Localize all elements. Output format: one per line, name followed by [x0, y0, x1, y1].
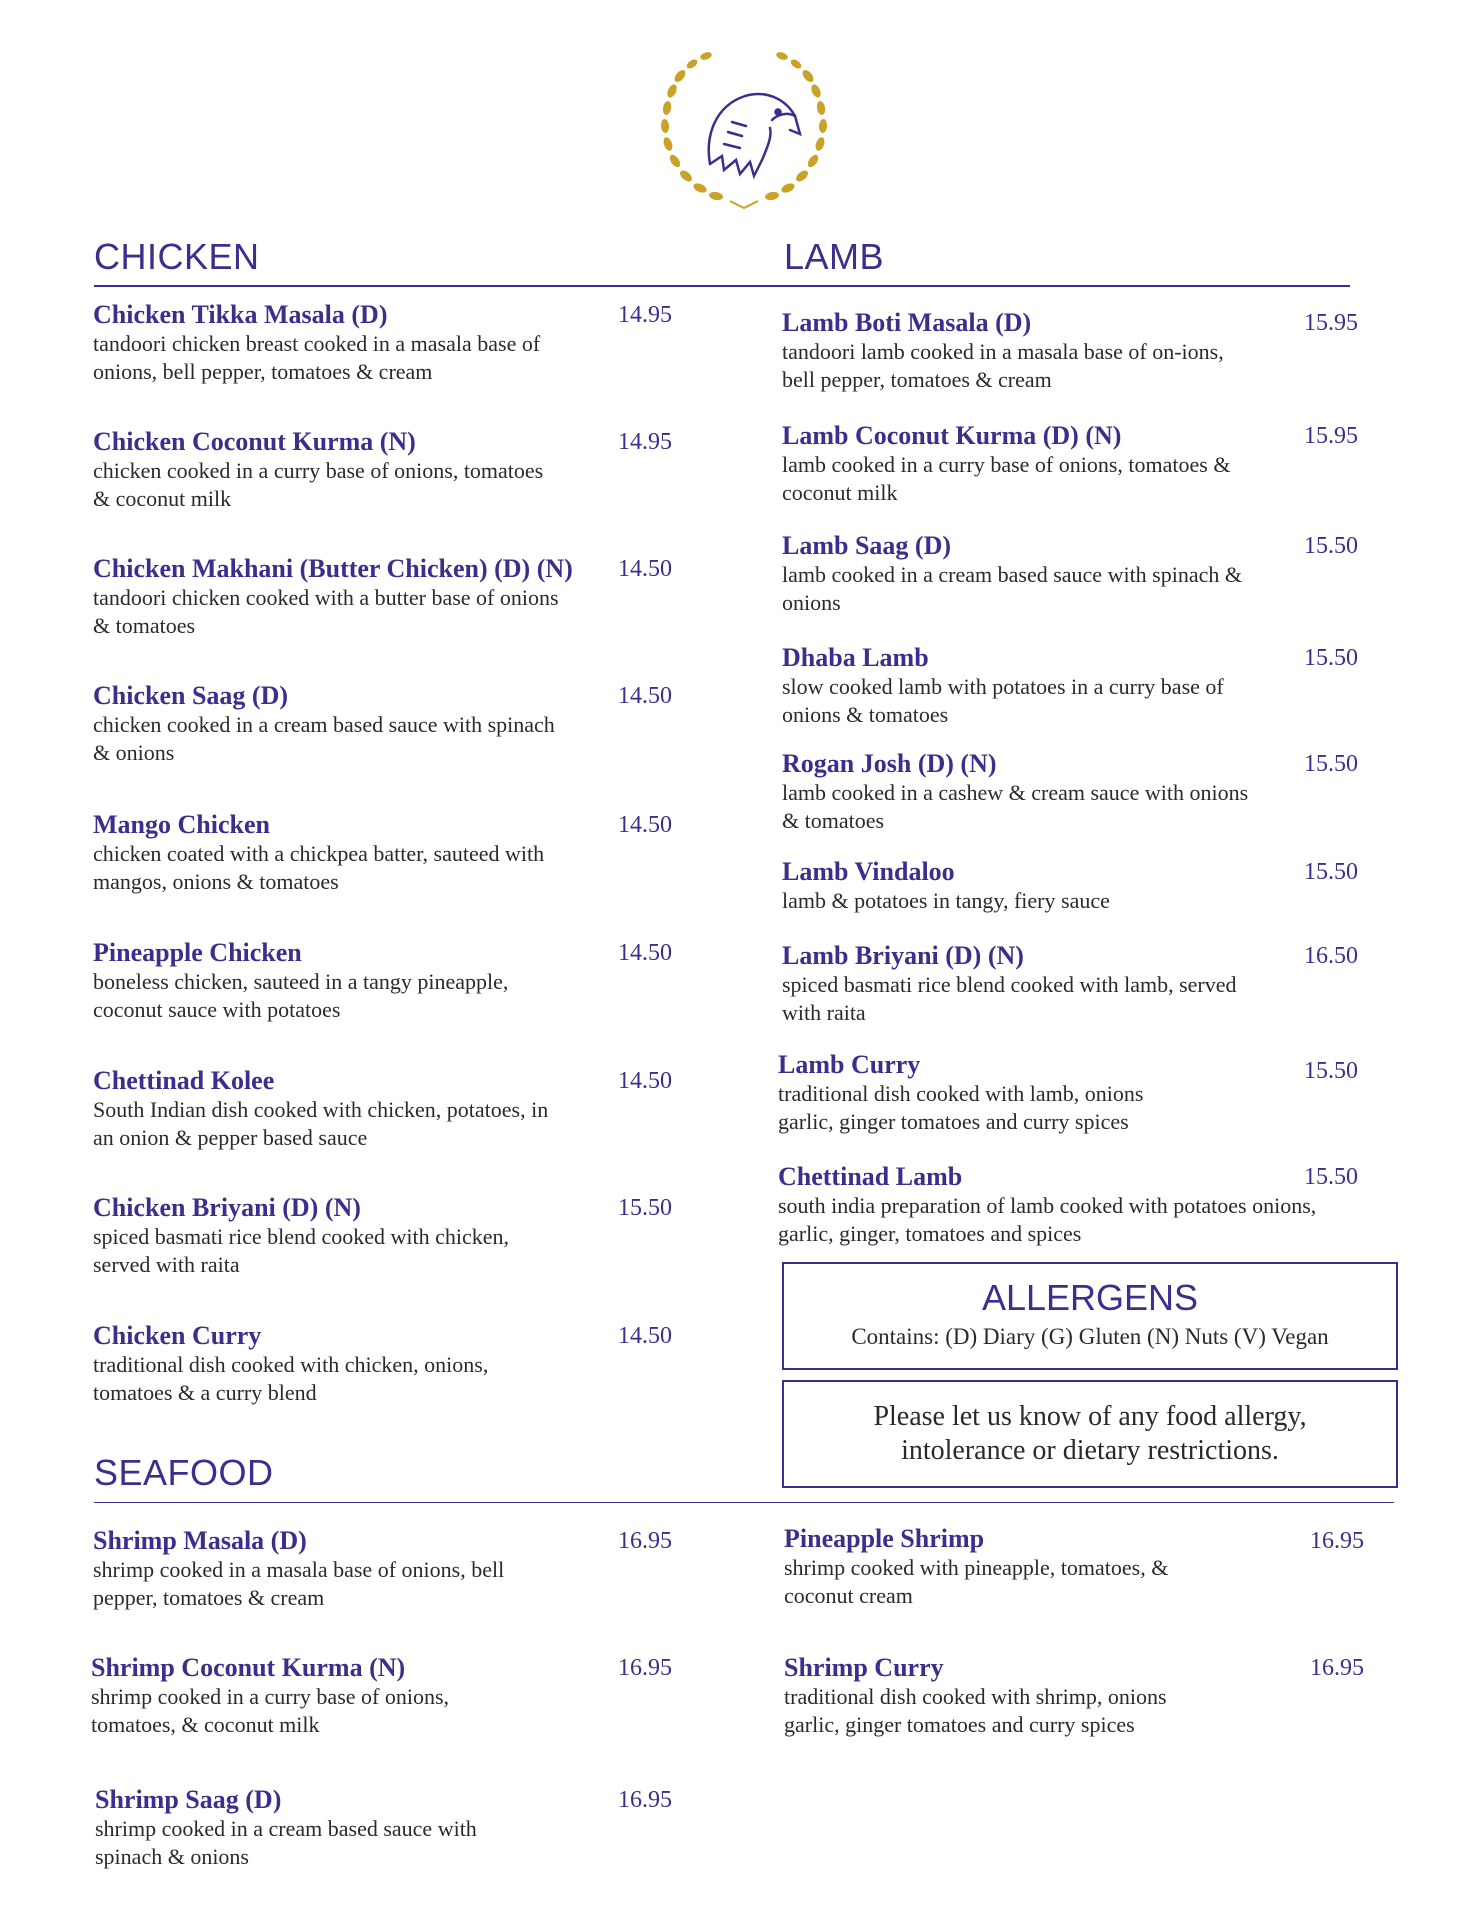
item-name: Lamb Saag (D): [782, 531, 952, 560]
seafood-divider: [94, 1502, 1394, 1503]
item-description: lamb cooked in a cashew & cream sauce with onions & tomatoes: [782, 780, 1249, 833]
item-price: 16.95: [618, 1787, 672, 1813]
item-name: Lamb Curry: [778, 1050, 921, 1079]
item-price: 14.50: [618, 556, 672, 582]
menu-item: [784, 1653, 1344, 1739]
menu-item: [93, 1193, 653, 1279]
menu-item: [782, 308, 1342, 394]
item-name: Lamb Briyani (D) (N): [782, 941, 1024, 970]
lamb-section-title: LAMB: [784, 236, 885, 277]
item-description: south india preparation of lamb cooked with potatoes onions, garlic, ginger, tomatoes and spices: [778, 1193, 1317, 1246]
item-price: 14.50: [618, 1068, 672, 1094]
menu-item: [93, 1066, 653, 1152]
menu-item: [93, 300, 653, 386]
item-description: spiced basmati rice blend cooked with lamb, served with raita: [782, 972, 1237, 1025]
item-price: 16.95: [1310, 1655, 1364, 1681]
item-price: 16.95: [1310, 1528, 1364, 1554]
item-price: 15.50: [1304, 859, 1358, 885]
item-description: lamb cooked in a curry base of onions, tomatoes & coconut milk: [782, 452, 1231, 505]
allergens-box: [782, 1262, 1398, 1370]
item-price: 16.50: [1304, 943, 1358, 969]
item-description: traditional dish cooked with shrimp, onions garlic, ginger tomatoes and curry spices: [784, 1684, 1167, 1737]
menu-item: [782, 941, 1342, 1027]
allergy-notice-line-1: Please let us know of any food allergy,: [873, 1401, 1307, 1432]
menu-item: [782, 421, 1342, 507]
menu-item: [782, 749, 1342, 835]
item-name: Chicken Curry: [93, 1321, 262, 1350]
item-price: 16.95: [618, 1528, 672, 1554]
item-description: shrimp cooked with pineapple, tomatoes, & coconut cream: [784, 1555, 1169, 1608]
menu-item: [782, 531, 1342, 617]
item-description: tandoori chicken cooked with a butter base of onions & tomatoes: [93, 585, 559, 638]
allergens-text: Contains: (D) Diary (G) Gluten (N) Nuts (V) Vegan: [851, 1324, 1329, 1349]
menu-item: [93, 427, 653, 513]
item-description: lamb & potatoes in tangy, fiery sauce: [782, 888, 1110, 913]
menu-item: [93, 681, 653, 767]
menu-item: [782, 643, 1342, 729]
item-price: 15.95: [1304, 423, 1358, 449]
item-description: slow cooked lamb with potatoes in a curry base of onions & tomatoes: [782, 674, 1224, 727]
item-name: Chicken Makhani (Butter Chicken) (D) (N): [93, 554, 573, 583]
chicken-section-title: CHICKEN: [94, 236, 260, 277]
allergy-notice-box: [782, 1380, 1398, 1488]
menu-item: [93, 554, 673, 640]
item-price: 14.50: [618, 812, 672, 838]
item-price: 14.50: [618, 683, 672, 709]
item-name: Lamb Vindaloo: [782, 857, 955, 886]
item-price: 15.50: [1304, 645, 1358, 671]
item-description: chicken cooked in a curry base of onions, tomatoes & coconut milk: [93, 458, 544, 511]
item-name: Lamb Coconut Kurma (D) (N): [782, 421, 1122, 450]
item-description: shrimp cooked in a curry base of onions, tomatoes, & coconut milk: [91, 1684, 450, 1737]
item-price: 14.50: [618, 940, 672, 966]
item-name: Shrimp Saag (D): [95, 1785, 282, 1814]
item-price: 15.50: [1304, 751, 1358, 777]
item-name: Lamb Boti Masala (D): [782, 308, 1032, 337]
item-price: 15.95: [1304, 310, 1358, 336]
menu-item: [778, 1050, 1338, 1136]
item-name: Chicken Saag (D): [93, 681, 289, 710]
menu-item: [784, 1524, 1344, 1610]
item-description: tandoori lamb cooked in a masala base of on-ions, bell pepper, tomatoes & cream: [782, 339, 1224, 392]
item-name: Shrimp Masala (D): [93, 1526, 307, 1555]
item-description: traditional dish cooked with lamb, onions garlic, ginger tomatoes and curry spices: [778, 1081, 1144, 1134]
item-name: Chettinad Lamb: [778, 1162, 963, 1191]
seafood-section-title: SEAFOOD: [94, 1452, 274, 1493]
item-description: South Indian dish cooked with chicken, potatoes, in an onion & pepper based sauce: [93, 1097, 549, 1150]
item-name: Pineapple Chicken: [93, 938, 302, 967]
item-name: Rogan Josh (D) (N): [782, 749, 997, 778]
item-price: 15.50: [1304, 1164, 1358, 1190]
item-price: 15.50: [1304, 533, 1358, 559]
eagle-laurel-logo-icon: [650, 36, 838, 216]
item-price: 15.50: [618, 1195, 672, 1221]
item-description: chicken coated with a chickpea batter, sauteed with mangos, onions & tomatoes: [93, 841, 545, 894]
menu-item: [782, 857, 1342, 915]
item-name: Chicken Briyani (D) (N): [93, 1193, 361, 1222]
menu-item: [91, 1653, 651, 1739]
item-description: boneless chicken, sauteed in a tangy pineapple, coconut sauce with potatoes: [93, 969, 509, 1022]
item-price: 15.50: [1304, 1058, 1358, 1084]
item-description: traditional dish cooked with chicken, onions, tomatoes & a curry blend: [93, 1352, 489, 1405]
item-description: tandoori chicken breast cooked in a masala base of onions, bell pepper, tomatoes & cream: [93, 331, 541, 384]
menu-item: [93, 1321, 653, 1407]
item-name: Dhaba Lamb: [782, 643, 929, 672]
allergens-title: ALLERGENS: [981, 1277, 1199, 1318]
item-name: Shrimp Coconut Kurma (N): [91, 1653, 406, 1682]
item-name: Chicken Coconut Kurma (N): [93, 427, 416, 456]
item-description: shrimp cooked in a cream based sauce with spinach & onions: [95, 1816, 477, 1869]
item-name: Mango Chicken: [93, 810, 270, 839]
item-price: 14.50: [618, 1323, 672, 1349]
item-name: Shrimp Curry: [784, 1653, 944, 1682]
item-description: lamb cooked in a cream based sauce with spinach & onions: [782, 562, 1243, 615]
menu-item: [93, 938, 653, 1024]
item-price: 14.95: [618, 302, 672, 328]
item-description: spiced basmati rice blend cooked with chicken, served with raita: [93, 1224, 510, 1277]
item-description: chicken cooked in a cream based sauce with spinach & onions: [93, 712, 555, 765]
menu-item: [95, 1785, 655, 1871]
item-price: 16.95: [618, 1655, 672, 1681]
item-name: Chettinad Kolee: [93, 1066, 275, 1095]
menu-item: [93, 810, 653, 896]
allergy-notice-line-2: intolerance or dietary restrictions.: [901, 1435, 1279, 1466]
menu-item: [93, 1526, 653, 1612]
menu-item: [778, 1162, 1338, 1248]
header-divider: [94, 285, 1350, 287]
item-name: Pineapple Shrimp: [784, 1524, 985, 1553]
item-description: shrimp cooked in a masala base of onions, bell pepper, tomatoes & cream: [93, 1557, 505, 1610]
item-price: 14.95: [618, 429, 672, 455]
item-name: Chicken Tikka Masala (D): [93, 300, 388, 329]
